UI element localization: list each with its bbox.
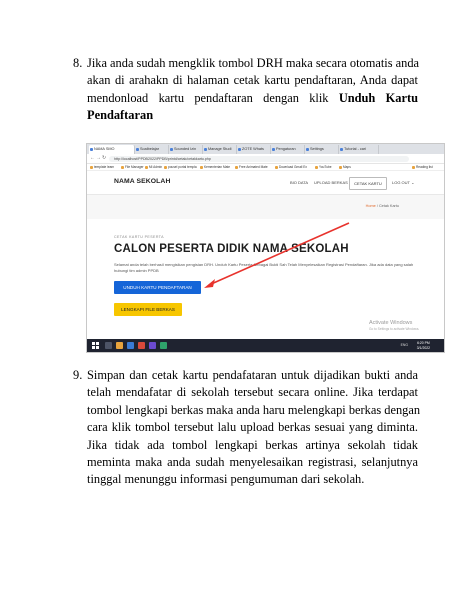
reload-icon[interactable]: ↻ xyxy=(102,155,107,161)
step-text xyxy=(87,55,418,125)
tab-label: Settings xyxy=(310,147,324,151)
bookmark-label: Mi Admin xyxy=(149,165,163,169)
arrow-shaft xyxy=(209,223,349,285)
site-brand[interactable]: NAMA SEKOLAH xyxy=(114,178,171,185)
bookmark-label: template learn xyxy=(94,165,115,169)
app-icon[interactable] xyxy=(160,342,167,349)
bookmark-icon xyxy=(200,166,203,169)
text-line: telah mendafatar di sekolah tersebut secara online. Jika terdapat xyxy=(87,385,418,400)
step-number: 9. xyxy=(73,368,83,382)
activate-windows-subtitle: Go to Settings to activate Windows. xyxy=(369,327,420,331)
red-arrow-annotation xyxy=(87,219,444,339)
nav-log-out[interactable] xyxy=(392,180,414,185)
bookmark-icon xyxy=(275,166,278,169)
step-number: 8. xyxy=(73,56,83,70)
bookmark-label: YouTube xyxy=(319,165,332,169)
favicon-icon xyxy=(204,148,207,151)
bookmark-item[interactable] xyxy=(164,164,197,170)
tab-label: Pengaturan xyxy=(276,147,296,151)
text-line: meminta maka anda sudah menyelesaikan registrasi, selanjutnya xyxy=(87,455,418,470)
windows-start-icon[interactable] xyxy=(92,342,99,349)
tab-label: Manage Studi xyxy=(208,147,232,151)
breadcrumb-separator: / xyxy=(376,204,378,208)
chevron-down-icon: ⌄ xyxy=(411,180,415,185)
browser-tab[interactable] xyxy=(169,145,203,154)
browser-tab[interactable] xyxy=(237,145,271,154)
clock-date: 3/1/2022 xyxy=(416,345,430,350)
text-line: tombol lengkapi berkas maka anda haru melengkapi berkas dengan xyxy=(87,402,421,417)
section-overline: CETAK KARTU PESERTA xyxy=(114,235,164,239)
text-line: Jika tidak ada tombol lengkapi berkas artinya sekolah tidak xyxy=(87,437,418,452)
browser-tab[interactable] xyxy=(305,145,339,154)
favicon-icon xyxy=(170,148,173,151)
bookmark-item[interactable] xyxy=(412,164,433,170)
step-8 xyxy=(73,55,418,127)
bookmark-label: pousel portal templa xyxy=(168,165,197,169)
bookmark-icon xyxy=(145,166,148,169)
success-message: Selamat anda telah berhasil mengisikan pengisian DRH. Unduh Kartu Peserta Sebagai Bukti Sah Telah Menyelesaikan Registrasi Pendaftaran. Jika ada data yang salah hubungi tim admin PPDB xyxy=(114,262,414,273)
text-line: akan di arahakn di halaman cetak kartu pendaftaran, Anda dapat xyxy=(87,73,418,88)
step-9 xyxy=(73,367,421,487)
tab-label: Tutorial - cari xyxy=(344,147,367,151)
breadcrumb-current: Cetak Kartu xyxy=(378,204,399,208)
bookmark-icon xyxy=(121,166,124,169)
browser-tab[interactable] xyxy=(339,145,379,154)
url-input[interactable]: http://localhost/PPDB2022/PPDB/printd/cetak/cetakkartu.php xyxy=(109,156,409,162)
favicon-icon xyxy=(340,148,343,151)
favicon-icon xyxy=(238,148,241,151)
forward-icon[interactable]: → xyxy=(96,155,101,161)
breadcrumb-home[interactable]: Home xyxy=(365,204,376,208)
browser-tab[interactable] xyxy=(203,145,237,154)
favicon-icon xyxy=(136,148,139,151)
browser-tab[interactable] xyxy=(89,145,135,154)
tab-label: Soalbelajar xyxy=(140,147,159,151)
text-line xyxy=(87,90,418,107)
arrow-head xyxy=(204,279,215,288)
browser-tab[interactable] xyxy=(135,145,169,154)
bookmark-item[interactable] xyxy=(90,164,114,170)
breadcrumb-row xyxy=(87,195,444,219)
favicon-icon xyxy=(90,148,93,151)
back-icon[interactable]: ← xyxy=(90,155,95,161)
bold-text: Pendaftaran xyxy=(87,108,154,123)
favicon-icon xyxy=(306,148,309,151)
chrome-icon[interactable] xyxy=(138,342,145,349)
bookmark-icon xyxy=(164,166,167,169)
bookmark-icon xyxy=(315,166,318,169)
breadcrumb xyxy=(366,204,399,208)
bookmark-label: Maps xyxy=(343,165,351,169)
bookmark-label: Download Gmail Ex xyxy=(279,165,307,169)
bookmark-icon xyxy=(235,166,238,169)
bookmarks-bar xyxy=(87,164,444,171)
clock-time: 6:20 PM xyxy=(417,341,430,345)
bookmark-label: Reading list xyxy=(416,165,433,169)
bookmark-label: File Manager xyxy=(125,165,144,169)
file-explorer-icon[interactable] xyxy=(116,342,123,349)
search-icon[interactable] xyxy=(105,342,112,349)
download-card-button[interactable]: UNDUH KARTU PENDAFTARAN xyxy=(114,281,201,294)
nav-bio-data[interactable]: BIO DATA xyxy=(290,180,309,185)
nav-cetak-kartu[interactable]: CETAK KARTU xyxy=(349,177,387,190)
app-icon[interactable] xyxy=(149,342,156,349)
address-bar xyxy=(87,154,444,164)
bookmark-icon xyxy=(339,166,342,169)
tab-label: Sounded Izin xyxy=(174,147,197,151)
browser-screenshot xyxy=(86,143,445,353)
bookmark-item[interactable] xyxy=(200,164,230,170)
taskbar-clock[interactable] xyxy=(417,341,430,350)
text-fragment: mendonload kartu pendaftaran dengan klik xyxy=(87,90,329,105)
tab-bar xyxy=(87,144,444,154)
bookmark-label: Free Animated Mate xyxy=(239,165,268,169)
complete-files-button[interactable]: LENGKAPI FILE BERKAS xyxy=(114,303,182,316)
windows-taskbar xyxy=(87,339,444,352)
bookmark-icon xyxy=(90,166,93,169)
activate-windows-title: Activate Windows xyxy=(369,320,413,326)
text-line: Simpan dan cetak kartu pendafataran untuk dijadikan bukti anda xyxy=(87,368,418,382)
system-tray[interactable]: ENG xyxy=(400,343,408,347)
tab-label: ZOTE Whats xyxy=(242,147,264,151)
main-content xyxy=(87,219,444,339)
nav-label: LOG OUT xyxy=(392,180,410,185)
bold-text: Unduh Kartu xyxy=(338,90,418,105)
tab-label: NAMA SMO xyxy=(94,147,115,151)
bookmark-item[interactable] xyxy=(235,164,268,170)
edge-icon[interactable] xyxy=(127,342,134,349)
bookmark-item[interactable] xyxy=(121,164,144,170)
bookmark-item[interactable] xyxy=(339,164,351,170)
text-line: tinggal menunggu informasi pengumuman dari sekolah. xyxy=(87,472,365,487)
bookmark-item[interactable] xyxy=(275,164,307,170)
text-line: Jika anda sudah mengklik tombol DRH maka secara otomatis anda xyxy=(87,56,420,70)
text-line: cara klik tombol tersebut lalu upload berkas sesuai yang diminta. xyxy=(87,420,418,435)
bookmark-item[interactable] xyxy=(145,164,162,170)
bookmark-item[interactable] xyxy=(315,164,332,170)
favicon-icon xyxy=(272,148,275,151)
nav-upload-berkas[interactable]: UPLOAD BERKAS xyxy=(314,180,348,185)
step-text xyxy=(87,367,421,489)
bookmark-icon xyxy=(412,166,415,169)
page-title: CALON PESERTA DIDIK NAMA SEKOLAH xyxy=(114,243,349,255)
browser-tab[interactable] xyxy=(271,145,305,154)
bookmark-label: Kementerian Mate xyxy=(204,165,231,169)
site-navbar xyxy=(87,171,444,195)
